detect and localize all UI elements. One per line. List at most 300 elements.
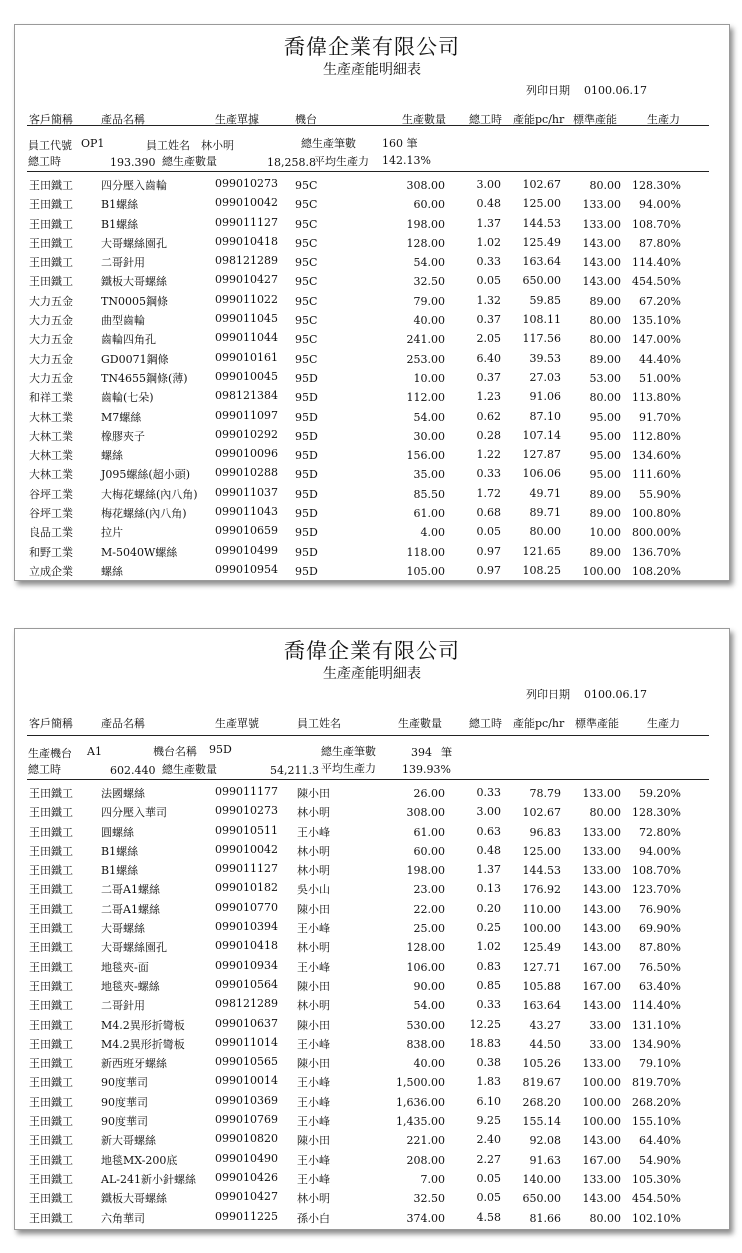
- cell-col4: 95D: [295, 507, 318, 521]
- cell-doc: 099010273: [215, 177, 278, 190]
- cell-hours: 0.33: [476, 255, 501, 269]
- cell-col4: 95C: [295, 179, 318, 192]
- cell-qty: 7.00: [420, 1172, 445, 1186]
- cell-capacity: 268.20: [522, 1095, 561, 1109]
- cell-product: 梅花螺絲(內八角): [101, 507, 187, 521]
- cell-doc: 099010565: [215, 1055, 278, 1069]
- cell-col4: 95D: [295, 410, 318, 424]
- cell-customer: 王田鐵工: [29, 1115, 73, 1129]
- cell-qty: 1,500.00: [396, 1076, 445, 1090]
- cell-productivity: 111.60%: [632, 468, 681, 482]
- cell-qty: 128.00: [406, 236, 445, 250]
- cell-doc: 099010637: [215, 1016, 278, 1030]
- cell-hours: 0.13: [476, 882, 501, 896]
- cell-productivity: 113.80%: [632, 391, 681, 405]
- cell-col4: 陳小田: [297, 1018, 330, 1032]
- cell-product: 法國螺絲: [101, 787, 145, 800]
- cell-col4: 95C: [295, 314, 318, 328]
- cell-customer: 大林工業: [29, 429, 73, 443]
- table-row: [15, 800, 729, 819]
- cell-product: 四分壓入齒輪: [101, 179, 167, 192]
- cell-hours: 0.38: [476, 1056, 501, 1070]
- cell-product: 螺絲: [101, 564, 123, 578]
- cell-col4: 林小明: [297, 864, 330, 878]
- cell-productivity: 94.00%: [639, 198, 681, 212]
- cell-standard: 143.00: [582, 1192, 621, 1206]
- cell-customer: 王田鐵工: [29, 883, 73, 897]
- cell-customer: 王田鐵工: [29, 999, 73, 1013]
- cell-doc: 099011037: [215, 485, 278, 499]
- cell-capacity: 80.00: [529, 525, 561, 539]
- cell-qty: 530.00: [406, 1018, 445, 1032]
- cell-product: 二哥針用: [101, 999, 145, 1013]
- cell-capacity: 96.83: [529, 825, 561, 839]
- cell-hours: 0.05: [476, 525, 501, 539]
- cell-productivity: 819.70%: [632, 1076, 681, 1090]
- cell-product: 橡膠夾子: [101, 429, 145, 443]
- cell-productivity: 108.20%: [632, 564, 681, 578]
- cell-customer: 王田鐵工: [29, 960, 73, 974]
- cell-doc: 099010369: [215, 1093, 278, 1107]
- detail-rows: [15, 781, 729, 1225]
- cell-qty: 118.00: [406, 545, 445, 559]
- cell-qty: 241.00: [406, 333, 445, 347]
- cell-product: 地毯夾-面: [101, 960, 149, 974]
- table-row: [15, 858, 729, 877]
- cell-customer: 谷坪工業: [29, 487, 73, 501]
- total-hours: 602.440: [110, 764, 156, 777]
- cell-customer: 王田鐵工: [29, 1037, 73, 1051]
- machine-name-label: 機台名稱: [153, 745, 197, 758]
- summary-divider: [27, 171, 709, 172]
- cell-hours: 0.33: [476, 998, 501, 1012]
- cell-product: 拉片: [101, 526, 123, 540]
- cell-doc: 099011225: [215, 1209, 278, 1223]
- cell-standard: 143.00: [582, 941, 621, 955]
- cell-customer: 王田鐵工: [29, 787, 73, 800]
- machine-name: 95D: [209, 743, 232, 756]
- cell-qty: 198.00: [406, 864, 445, 878]
- cell-customer: 王田鐵工: [29, 941, 73, 955]
- cell-col4: 孫小白: [297, 1211, 330, 1225]
- table-row: [15, 327, 729, 346]
- total-records: 160 筆: [382, 137, 418, 150]
- cell-standard: 143.00: [582, 999, 621, 1013]
- cell-qty: 32.50: [413, 1192, 445, 1206]
- table-row: [15, 1206, 729, 1225]
- cell-col4: 95C: [295, 236, 318, 250]
- cell-qty: 374.00: [406, 1211, 445, 1225]
- cell-standard: 100.00: [582, 564, 621, 578]
- cell-customer: 大林工業: [29, 449, 73, 463]
- table-row: [15, 192, 729, 211]
- cell-standard: 133.00: [582, 198, 621, 212]
- cell-customer: 和祥工業: [29, 391, 73, 405]
- cell-product: 大哥螺絲園孔: [101, 236, 167, 250]
- cell-product: 圓螺絲: [101, 825, 134, 839]
- detail-rows: [15, 173, 729, 578]
- table-row: [15, 212, 729, 231]
- cell-hours: 0.83: [476, 959, 501, 973]
- cell-product: AL-241新小針螺絲: [101, 1172, 196, 1186]
- table-row: [15, 1032, 729, 1051]
- cell-productivity: 123.70%: [632, 883, 681, 897]
- cell-customer: 王田鐵工: [29, 236, 73, 250]
- cell-doc: 099011127: [215, 215, 278, 229]
- cell-standard: 143.00: [582, 922, 621, 936]
- cell-standard: 80.00: [589, 391, 621, 405]
- cell-standard: 33.00: [589, 1018, 621, 1032]
- cell-doc: 099010934: [215, 958, 278, 972]
- cell-standard: 133.00: [582, 844, 621, 858]
- cell-product: 地毯MX-200底: [101, 1153, 178, 1167]
- cell-doc: 099010273: [215, 804, 278, 818]
- cell-qty: 40.00: [413, 314, 445, 328]
- cell-hours: 4.58: [476, 1210, 501, 1224]
- cell-productivity: 87.80%: [639, 941, 681, 955]
- cell-productivity: 114.40%: [632, 256, 681, 270]
- cell-standard: 95.00: [589, 410, 621, 424]
- table-row: [15, 482, 729, 501]
- cell-customer: 王田鐵工: [29, 1172, 73, 1186]
- cell-standard: 10.00: [589, 526, 621, 540]
- emp-name: 林小明: [201, 139, 234, 152]
- cell-capacity: 108.25: [522, 563, 561, 577]
- cell-doc: 099010770: [215, 900, 278, 914]
- print-date: [526, 82, 647, 98]
- cell-doc: 099011043: [215, 505, 278, 519]
- col-customer: 客戶簡稱: [29, 717, 73, 730]
- col-productivity: 生產力: [647, 113, 680, 126]
- cell-col4: 95C: [295, 256, 318, 270]
- col-qty: 生產數量: [402, 113, 446, 126]
- cell-capacity: 108.11: [522, 313, 561, 327]
- cell-productivity: 59.20%: [639, 787, 681, 800]
- summary-divider: [27, 779, 709, 780]
- cell-hours: 2.05: [476, 332, 501, 346]
- col-productivity: 生產力: [647, 717, 680, 730]
- col-doc: 生產單號: [215, 717, 259, 730]
- cell-hours: 0.85: [476, 978, 501, 992]
- cell-hours: 1.32: [476, 293, 501, 307]
- cell-qty: 35.00: [413, 468, 445, 482]
- cell-hours: 1.02: [476, 940, 501, 954]
- cell-productivity: 94.00%: [639, 844, 681, 858]
- table-row: [15, 366, 729, 385]
- cell-product: 90度華司: [101, 1076, 148, 1090]
- cell-standard: 133.00: [582, 864, 621, 878]
- total-qty: 54,211.3: [270, 764, 319, 777]
- cell-hours: 9.25: [476, 1114, 501, 1128]
- cell-col4: 王小峰: [297, 1095, 330, 1109]
- cell-col4: 林小明: [297, 844, 330, 858]
- cell-capacity: 144.53: [522, 216, 561, 230]
- cell-productivity: 76.50%: [639, 960, 681, 974]
- cell-hours: 3.00: [476, 178, 501, 191]
- cell-capacity: 125.00: [522, 844, 561, 858]
- table-row: [15, 424, 729, 443]
- cell-hours: 0.97: [476, 544, 501, 558]
- cell-capacity: 155.14: [522, 1115, 561, 1129]
- column-header-row: [15, 713, 729, 731]
- table-row: [15, 1070, 729, 1089]
- cell-doc: 099010418: [215, 939, 278, 953]
- cell-col4: 95C: [295, 275, 318, 289]
- cell-capacity: 176.92: [522, 883, 561, 897]
- cell-capacity: 59.85: [529, 293, 561, 307]
- cell-productivity: 134.90%: [632, 1037, 681, 1051]
- cell-customer: 王田鐵工: [29, 1057, 73, 1071]
- cell-qty: 112.00: [406, 391, 445, 405]
- col-product: 產品名稱: [101, 113, 145, 126]
- cell-hours: 0.48: [476, 197, 501, 211]
- cell-qty: 1,435.00: [396, 1115, 445, 1129]
- cell-standard: 80.00: [589, 333, 621, 347]
- total-records-label: 總生產筆數: [321, 745, 376, 758]
- cell-productivity: 128.30%: [632, 806, 681, 820]
- total-qty-label: 總生產數量: [162, 763, 217, 776]
- cell-hours: 1.83: [476, 1075, 501, 1089]
- cell-customer: 王田鐵工: [29, 1153, 73, 1167]
- table-row: [15, 173, 729, 192]
- table-row: [15, 916, 729, 935]
- cell-col4: 95C: [295, 217, 318, 231]
- cell-doc: 099010490: [215, 1151, 278, 1165]
- avg-productivity-label: 平均生產力: [321, 762, 376, 775]
- cell-hours: 3.00: [476, 805, 501, 819]
- cell-product: 鐵板大哥螺絲: [101, 275, 167, 289]
- cell-product: 四分壓入華司: [101, 806, 167, 820]
- header-divider: [27, 125, 709, 126]
- cell-standard: 143.00: [582, 236, 621, 250]
- cell-product: 曲型齒輪: [101, 314, 145, 328]
- cell-customer: 王田鐵工: [29, 217, 73, 231]
- cell-doc: 099010042: [215, 196, 278, 210]
- avg-productivity: 139.93%: [402, 763, 451, 776]
- cell-capacity: 43.27: [529, 1018, 561, 1032]
- table-row: [15, 405, 729, 424]
- cell-qty: 60.00: [413, 844, 445, 858]
- cell-hours: 0.33: [476, 786, 501, 799]
- cell-productivity: 51.00%: [639, 371, 681, 385]
- cell-customer: 谷坪工業: [29, 507, 73, 521]
- cell-standard: 133.00: [582, 217, 621, 231]
- cell-product: 鐵板大哥螺絲: [101, 1192, 167, 1206]
- cell-product: 齒輪(七朵): [101, 391, 154, 405]
- cell-qty: 26.00: [413, 787, 445, 800]
- cell-qty: 54.00: [413, 256, 445, 270]
- cell-qty: 106.00: [406, 960, 445, 974]
- machine-label: 生產機台: [28, 747, 72, 760]
- cell-col4: 林小明: [297, 941, 330, 955]
- cell-product: B1螺絲: [101, 198, 139, 212]
- cell-doc: 099010014: [215, 1074, 278, 1088]
- cell-productivity: 54.90%: [639, 1153, 681, 1167]
- cell-qty: 308.00: [406, 179, 445, 192]
- cell-capacity: 127.71: [522, 960, 561, 974]
- cell-capacity: 110.00: [522, 902, 561, 916]
- cell-capacity: 81.66: [529, 1211, 561, 1225]
- table-row: [15, 443, 729, 462]
- cell-product: 地毯夾-螺絲: [101, 979, 160, 993]
- cell-col4: 陳小田: [297, 1057, 330, 1071]
- cell-col4: 王小峰: [297, 1172, 330, 1186]
- cell-standard: 133.00: [582, 1172, 621, 1186]
- cell-col4: 95D: [295, 429, 318, 443]
- total-hours-label: 總工時: [28, 155, 61, 168]
- cell-hours: 0.33: [476, 467, 501, 481]
- cell-col4: 95D: [295, 371, 318, 385]
- cell-productivity: 100.80%: [632, 507, 681, 521]
- total-records-unit: 筆: [441, 746, 452, 759]
- cell-capacity: 125.00: [522, 197, 561, 211]
- emp-code-label: 員工代號: [28, 139, 72, 152]
- total-records: 394: [411, 746, 432, 759]
- cell-doc: 099010096: [215, 447, 278, 461]
- print-date-label: 列印日期: [526, 84, 571, 97]
- cell-standard: 143.00: [582, 1134, 621, 1148]
- cell-qty: 32.50: [413, 275, 445, 289]
- cell-standard: 95.00: [589, 468, 621, 482]
- cell-customer: 王田鐵工: [29, 179, 73, 192]
- table-row: [15, 308, 729, 327]
- table-row: [15, 347, 729, 366]
- cell-capacity: 144.53: [522, 864, 561, 878]
- cell-productivity: 136.70%: [632, 545, 681, 559]
- cell-doc: 099010427: [215, 1190, 278, 1204]
- cell-productivity: 76.90%: [639, 902, 681, 916]
- cell-col4: 王小峰: [297, 1037, 330, 1051]
- cell-standard: 133.00: [582, 787, 621, 800]
- cell-capacity: 117.56: [522, 332, 561, 346]
- cell-qty: 156.00: [406, 449, 445, 463]
- col-hours: 總工時: [469, 113, 502, 126]
- col-product: 產品名稱: [101, 717, 145, 730]
- cell-doc: 099011022: [215, 292, 278, 306]
- cell-capacity: 163.64: [522, 255, 561, 269]
- cell-doc: 099010182: [215, 881, 278, 895]
- cell-capacity: 44.50: [529, 1037, 561, 1051]
- table-row: [15, 385, 729, 404]
- cell-product: 大哥螺絲: [101, 922, 145, 936]
- cell-standard: 100.00: [582, 1076, 621, 1090]
- cell-hours: 2.27: [476, 1152, 501, 1166]
- cell-hours: 1.23: [476, 390, 501, 404]
- cell-col4: 陳小田: [297, 787, 330, 800]
- cell-col4: 95D: [295, 487, 318, 501]
- cell-qty: 308.00: [406, 806, 445, 820]
- cell-hours: 0.62: [476, 409, 501, 423]
- cell-capacity: 121.65: [522, 544, 561, 558]
- cell-capacity: 91.06: [529, 390, 561, 404]
- cell-productivity: 91.70%: [639, 410, 681, 424]
- company-name: 喬偉企業有限公司: [284, 639, 460, 663]
- cell-col4: 95C: [295, 352, 318, 366]
- table-row: [15, 1186, 729, 1205]
- cell-product: 大梅花螺絲(內八角): [101, 487, 198, 501]
- cell-doc: 099010954: [215, 562, 278, 576]
- cell-capacity: 125.49: [522, 235, 561, 249]
- cell-hours: 1.02: [476, 235, 501, 249]
- cell-hours: 0.63: [476, 824, 501, 838]
- cell-capacity: 163.64: [522, 999, 561, 1013]
- cell-hours: 1.22: [476, 448, 501, 462]
- table-row: [15, 269, 729, 288]
- cell-doc: 099011177: [215, 785, 278, 798]
- col-standard: 標準產能: [575, 717, 619, 730]
- cell-doc: 099010426: [215, 1170, 278, 1184]
- cell-standard: 95.00: [589, 449, 621, 463]
- cell-qty: 85.50: [413, 487, 445, 501]
- report-by-machine: [14, 628, 730, 1230]
- cell-customer: 王田鐵工: [29, 1211, 73, 1225]
- table-row: [15, 993, 729, 1012]
- cell-col4: 王小峰: [297, 1076, 330, 1090]
- cell-col4: 95D: [295, 449, 318, 463]
- table-row: [15, 935, 729, 954]
- table-row: [15, 1167, 729, 1186]
- cell-qty: 40.00: [413, 1057, 445, 1071]
- cell-customer: 大力五金: [29, 294, 73, 308]
- cell-customer: 大林工業: [29, 468, 73, 482]
- cell-doc: 099010659: [215, 524, 278, 538]
- cell-capacity: 27.03: [529, 370, 561, 384]
- cell-col4: 王小峰: [297, 922, 330, 936]
- table-row: [15, 520, 729, 539]
- cell-product: M4.2異形折彎板: [101, 1037, 185, 1051]
- total-qty-label: 總生產數量: [162, 155, 217, 168]
- cell-qty: 253.00: [406, 352, 445, 366]
- cell-product: M-5040W螺絲: [101, 545, 178, 559]
- col-employee: 員工姓名: [297, 717, 341, 730]
- cell-qty: 54.00: [413, 999, 445, 1013]
- cell-capacity: 650.00: [522, 1192, 561, 1206]
- cell-customer: 大力五金: [29, 371, 73, 385]
- cell-doc: 099010564: [215, 977, 278, 991]
- cell-col4: 95D: [295, 391, 318, 405]
- cell-customer: 王田鐵工: [29, 1076, 73, 1090]
- cell-customer: 王田鐵工: [29, 806, 73, 820]
- cell-col4: 王小峰: [297, 1115, 330, 1129]
- cell-capacity: 650.00: [522, 274, 561, 288]
- cell-product: B1螺絲: [101, 864, 139, 878]
- col-standard: 標準產能: [573, 113, 617, 126]
- cell-hours: 1.37: [476, 863, 501, 877]
- cell-product: 新西班牙螺絲: [101, 1057, 167, 1071]
- cell-customer: 王田鐵工: [29, 256, 73, 270]
- cell-standard: 143.00: [582, 883, 621, 897]
- cell-hours: 0.37: [476, 313, 501, 327]
- col-capacity: 產能pc/hr: [513, 113, 565, 126]
- cell-capacity: 105.88: [522, 979, 561, 993]
- cell-standard: 167.00: [582, 1153, 621, 1167]
- cell-capacity: 49.71: [529, 486, 561, 500]
- cell-doc: 099010045: [215, 369, 278, 383]
- col-qty: 生產數量: [398, 717, 442, 730]
- cell-hours: 0.05: [476, 1191, 501, 1205]
- col-customer: 客戶簡稱: [29, 113, 73, 126]
- cell-col4: 95D: [295, 545, 318, 559]
- col-doc: 生產單據: [215, 113, 259, 126]
- cell-hours: 6.40: [476, 351, 501, 365]
- total-hours: 193.390: [110, 156, 156, 169]
- cell-standard: 143.00: [582, 902, 621, 916]
- cell-hours: 0.05: [476, 1171, 501, 1185]
- cell-productivity: 134.60%: [632, 449, 681, 463]
- cell-customer: 王田鐵工: [29, 979, 73, 993]
- table-row: [15, 1148, 729, 1167]
- cell-product: J095螺絲(超小頭): [101, 468, 190, 482]
